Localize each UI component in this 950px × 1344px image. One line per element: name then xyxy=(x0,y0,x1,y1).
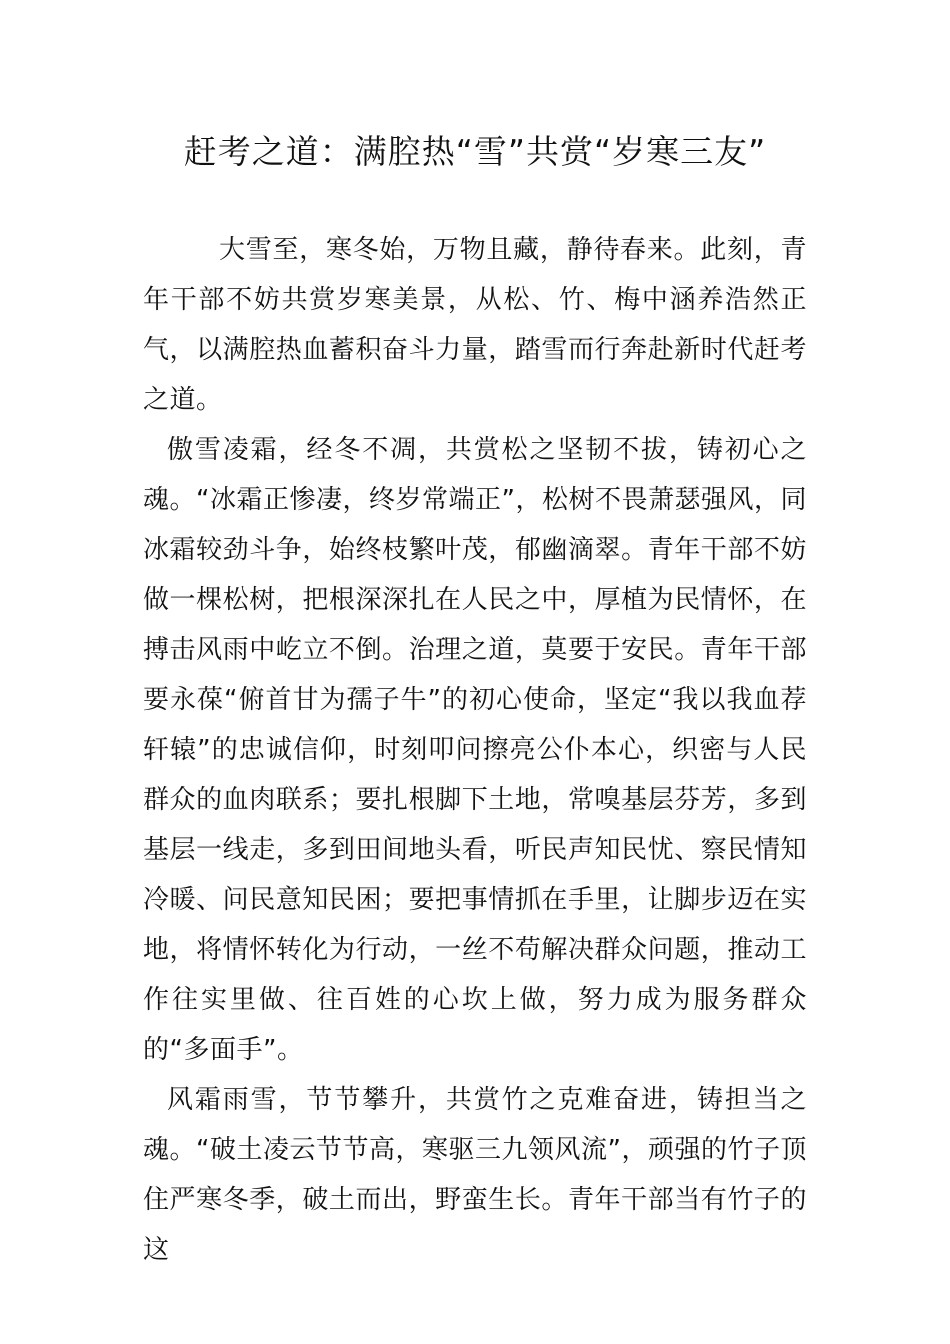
paragraph-pine: 傲雪凌霜，经冬不凋，共赏松之坚韧不拔，铸初心之魂。“冰霜正惨凄，终岁常端正”，松树不畏萧瑟强风，同冰霜较劲斗争，始终枝繁叶茂，郁幽滴翠。青年干部不妨做一棵松树，把根深深扎在人民之中，厚植为民情怀，在搏击风雨中屹立不倒。治理之道，莫要于安民。青年干部要永葆“俯首甘为孺子牛”的初心使命，坚定“我以我血荐轩辕”的忠诚信仰，时刻叩问擦亮公仆本心，织密与人民群众的血肉联系；要扎根脚下土地，常嗅基层芬芳，多到基层一线走，多到田间地头看，听民声知民忧、察民情知冷暖、问民意知民困；要把事情抓在手里，让脚步迈在实地，将情怀转化为行动，一丝不苟解决群众问题，推动工作往实里做、往百姓的心坎上做，努力成为服务群众的“多面手”。 xyxy=(143,435,807,1065)
paragraph-intro: 大雪至，寒冬始，万物且藏，静待春来。此刻，青年干部不妨共赏岁寒美景，从松、竹、梅中涵养浩然正气，以满腔热血蓄积奋斗力量，踏雪而行奔赴新时代赶考之道。 xyxy=(143,235,807,415)
document-title: 赶考之道：满腔热“雪”共赏“岁寒三友” xyxy=(183,132,767,171)
paragraph-bamboo: 风霜雨雪，节节攀升，共赏竹之克难奋进，铸担当之魂。“破土凌云节节高，寒驱三九领风流”，顽强的竹子顶住严寒冬季，破土而出，野蛮生长。青年干部当有竹子的这 xyxy=(143,1085,807,1265)
document-body xyxy=(143,225,807,1275)
